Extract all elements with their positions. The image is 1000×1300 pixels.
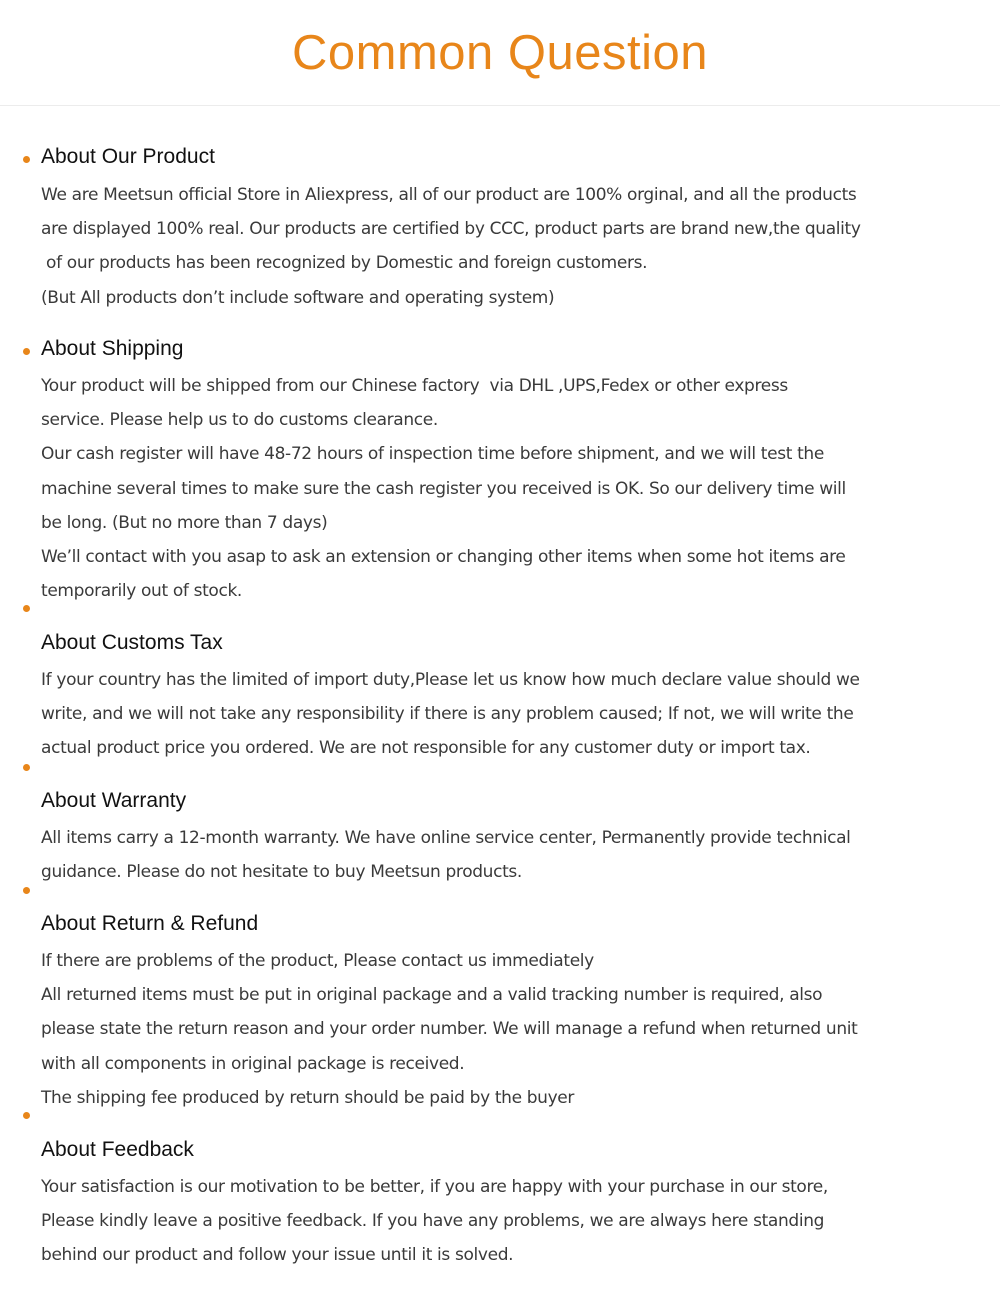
bullet-icon — [23, 348, 30, 355]
section-heading-shipping: About Shipping — [41, 337, 184, 360]
body-line: The shipping fee produced by return should be paid by the buyer — [41, 1087, 575, 1108]
section-heading-warranty: About Warranty — [41, 789, 187, 812]
section-heading-product: About Our Product — [41, 145, 215, 168]
body-line: with all components in original package is received. — [41, 1053, 465, 1074]
section-body-return-refund — [41, 944, 961, 1115]
section-body-warranty — [41, 821, 961, 889]
body-line: Please kindly leave a positive feedback. If you have any problems, we are always here standing — [41, 1211, 825, 1232]
body-line: temporarily out of stock. — [41, 581, 242, 602]
body-line: behind our product and follow your issue until it is solved. — [41, 1245, 514, 1266]
body-line: Our cash register will have 48-72 hours of inspection time before shipment, and we will test the — [41, 444, 824, 465]
body-line: (But All products don’t include software and operating system) — [41, 287, 555, 308]
body-line: actual product price you ordered. We are not responsible for any customer duty or import tax. — [41, 738, 811, 759]
faq-list — [0, 106, 1000, 1300]
body-line: are displayed 100% real. Our products are certified by CCC, product parts are brand new,the quality — [41, 219, 861, 240]
body-line: be long. (But no more than 7 days) — [41, 512, 328, 533]
bullet-icon — [23, 156, 30, 163]
section-body-customs-tax — [41, 663, 961, 766]
body-line: of our products has been recognized by Domestic and foreign customers. — [41, 253, 648, 274]
body-line: please state the return reason and your order number. We will manage a refund when returned unit — [41, 1019, 858, 1040]
section-heading-feedback: About Feedback — [41, 1138, 194, 1161]
page-title: Common Question — [291, 26, 708, 80]
body-line: Your satisfaction is our motivation to be better, if you are happy with your purchase in our store, — [41, 1177, 828, 1197]
body-line: Your product will be shipped from our Chinese factory via DHL ,UPS,Fedex or other express — [41, 376, 788, 396]
page-header — [0, 0, 1000, 106]
body-line: If there are problems of the product, Please contact us immediately — [41, 951, 594, 971]
bullet-icon — [23, 1112, 30, 1119]
section-body-product — [41, 178, 961, 315]
body-line: All items carry a 12-month warranty. We have online service center, Permanently provide technical — [41, 828, 851, 848]
section-heading-return-refund: About Return & Refund — [41, 912, 259, 935]
section-body-feedback — [41, 1170, 961, 1273]
section-body-shipping — [41, 369, 961, 608]
body-line: We are Meetsun official Store in Aliexpress, all of our product are 100% orginal, and all the products — [41, 185, 857, 205]
section-heading-customs-tax: About Customs Tax — [41, 631, 223, 654]
body-line: We’ll contact with you asap to ask an extension or changing other items when some hot items are — [41, 547, 846, 568]
body-line: All returned items must be put in original package and a valid tracking number is required, also — [41, 985, 823, 1006]
body-line: machine several times to make sure the cash register you received is OK. So our delivery time will — [41, 478, 846, 499]
body-line: service. Please help us to do customs clearance. — [41, 410, 438, 431]
body-line: If your country has the limited of import duty,Please let us know how much declare value should we — [41, 670, 860, 690]
bullet-icon — [23, 764, 30, 771]
bullet-icon — [23, 887, 30, 894]
body-line: write, and we will not take any responsibility if there is any problem caused; If not, we will write the — [41, 704, 854, 725]
body-line: guidance. Please do not hesitate to buy Meetsun products. — [41, 862, 522, 883]
bullet-icon — [23, 605, 30, 612]
